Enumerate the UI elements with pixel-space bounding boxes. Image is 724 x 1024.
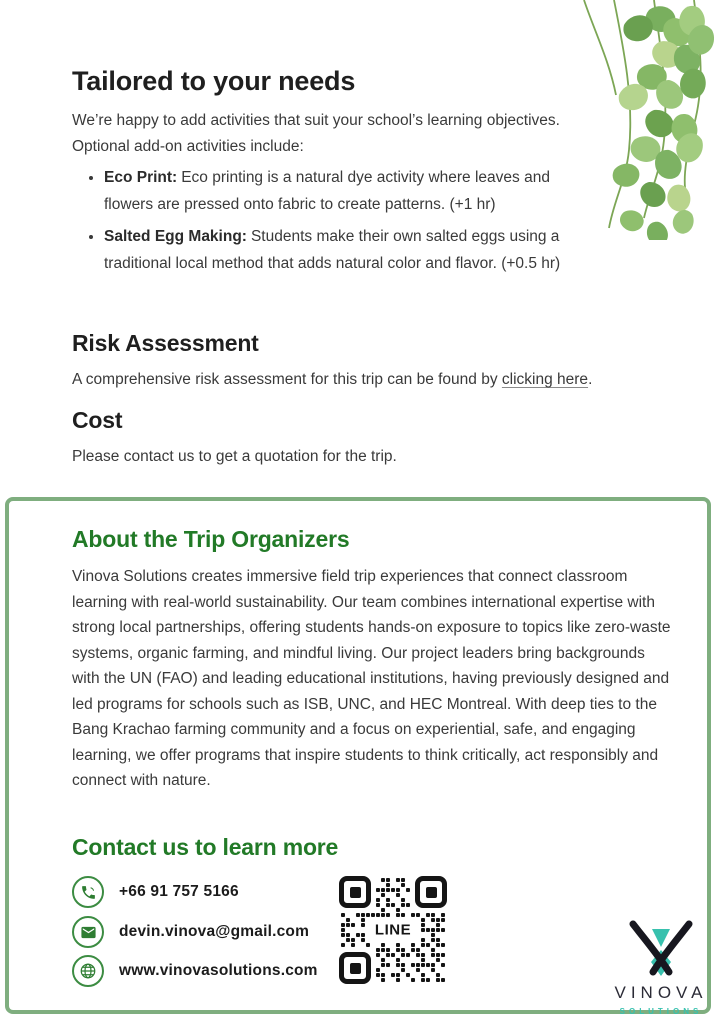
list-item bbox=[104, 223, 564, 277]
qr-line-label: LINE bbox=[372, 922, 414, 939]
list-item bbox=[104, 164, 564, 218]
risk-text-before-link: A comprehensive risk assessment for this trip can be found by bbox=[72, 371, 502, 388]
contact-row-phone bbox=[72, 876, 239, 908]
logo-tagline: SOLUTIONS bbox=[619, 1007, 703, 1016]
qr-finder-top-left bbox=[339, 876, 371, 908]
contact-heading: Contact us to learn more bbox=[72, 834, 339, 860]
qr-finder-bottom-left bbox=[339, 952, 371, 984]
risk-assessment-link[interactable]: clicking here bbox=[501, 371, 589, 388]
addon-activities-list bbox=[78, 164, 564, 282]
contact-row-website bbox=[72, 955, 318, 987]
email-icon bbox=[72, 916, 104, 948]
globe-icon bbox=[72, 955, 104, 987]
about-organizers-heading: About the Trip Organizers bbox=[72, 526, 350, 552]
risk-heading: Risk Assessment bbox=[72, 330, 259, 356]
about-organizers-body: Vinova Solutions creates immersive field trip experiences that connect classroom learning with real-world sustainability. Our team combines international expertise with strong local partnerships, offering students hands-on exposure to topics like zero-waste systems, organic farming, and mindful living. Our project leaders bring backgrounds with the UN (FAO) and leading educational institutions, having previously designed and led programs for schools such as ISB, UNC, and HEC Montreal. With deep ties to the Bang Krachao farming community and a focus on experiential, safe, and engaging learning, we offer programs that inspire students to think critically, act responsibly and connect with nature. bbox=[72, 568, 671, 789]
qr-code bbox=[339, 876, 447, 984]
cost-heading: Cost bbox=[72, 407, 123, 433]
bullet-text: Students make their own salted eggs using a traditional local method that adds natural color and flavor. (+0.5 hr) bbox=[104, 228, 561, 272]
phone-icon bbox=[72, 876, 104, 908]
cost-text: Please contact us to get a quotation for the trip. bbox=[72, 448, 397, 465]
tailored-intro: We’re happy to add activities that suit your school’s learning objectives. Optional add-on activities include: bbox=[72, 112, 560, 155]
email-address: devin.vinova@gmail.com bbox=[119, 923, 310, 940]
vine-leaves bbox=[609, 0, 721, 240]
vinova-logo-mark bbox=[621, 920, 701, 976]
bullet-label: Eco Print: bbox=[104, 169, 178, 186]
vine-decoration-image bbox=[554, 0, 724, 240]
bullet-text: Eco printing is a natural dye activity where leaves and flowers are pressed onto fabric to create patterns. (+1 hr) bbox=[104, 169, 550, 213]
contact-row-email bbox=[72, 916, 309, 948]
phone-number: +66 91 757 5166 bbox=[119, 883, 239, 900]
tailored-heading: Tailored to your needs bbox=[72, 66, 356, 96]
qr-finder-top-right bbox=[415, 876, 447, 908]
bullet-label: Salted Egg Making: bbox=[104, 228, 247, 245]
vinova-logo bbox=[596, 920, 724, 1016]
website-url: www.vinovasolutions.com bbox=[119, 962, 318, 979]
risk-text bbox=[72, 367, 712, 393]
logo-wordmark: VINOVA bbox=[614, 983, 708, 1002]
risk-text-after-link: . bbox=[588, 371, 593, 388]
